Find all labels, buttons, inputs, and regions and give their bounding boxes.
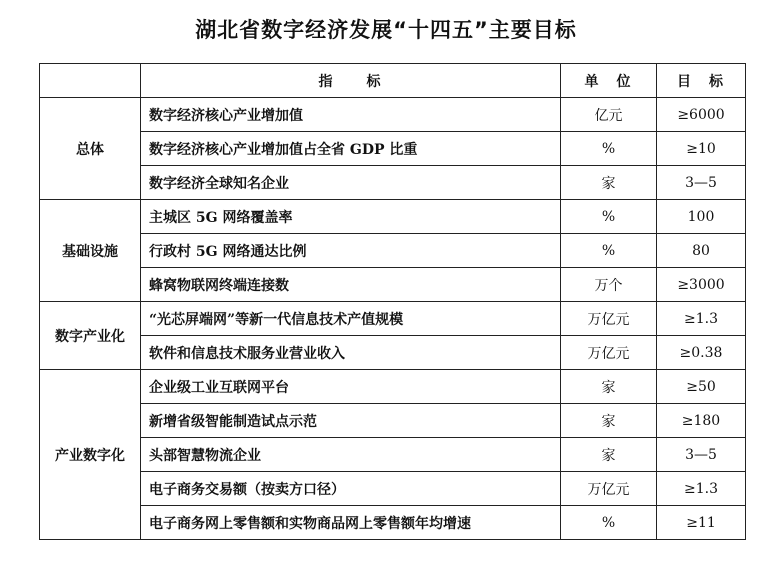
category-cell: 数字产业化 xyxy=(40,302,141,370)
category-cell: 产业数字化 xyxy=(40,370,141,540)
unit-cell: 万个 xyxy=(561,268,657,302)
indicator-cell: 电子商务网上零售额和实物商品网上零售额年均增速 xyxy=(141,506,561,540)
indicator-cell: 新增省级智能制造试点示范 xyxy=(141,404,561,438)
unit-cell: 万亿元 xyxy=(561,336,657,370)
indicator-cell: 头部智慧物流企业 xyxy=(141,438,561,472)
indicator-cell: 电子商务交易额（按卖方口径） xyxy=(141,472,561,506)
header-indicator: 指 标 xyxy=(141,64,561,98)
table-row xyxy=(40,234,746,268)
target-cell: ≥3000 xyxy=(657,268,746,302)
indicator-cell: 数字经济核心产业增加值占全省 GDP 比重 xyxy=(141,132,561,166)
header-target: 目 标 xyxy=(657,64,746,98)
indicator-cell: 主城区 5G 网络覆盖率 xyxy=(141,200,561,234)
table-row xyxy=(40,166,746,200)
unit-cell: % xyxy=(561,200,657,234)
indicator-cell: 数字经济核心产业增加值 xyxy=(141,98,561,132)
target-cell: ≥1.3 xyxy=(657,302,746,336)
indicator-cell: 数字经济全球知名企业 xyxy=(141,166,561,200)
table-row xyxy=(40,98,746,132)
target-cell: ≥180 xyxy=(657,404,746,438)
indicator-cell: 行政村 5G 网络通达比例 xyxy=(141,234,561,268)
unit-cell: 亿元 xyxy=(561,98,657,132)
unit-cell: 家 xyxy=(561,438,657,472)
indicator-cell: 蜂窝物联网终端连接数 xyxy=(141,268,561,302)
table-row xyxy=(40,132,746,166)
goals-table xyxy=(39,63,746,540)
table-row xyxy=(40,438,746,472)
target-cell: 3—5 xyxy=(657,438,746,472)
target-cell: 80 xyxy=(657,234,746,268)
unit-cell: % xyxy=(561,506,657,540)
unit-cell: % xyxy=(561,132,657,166)
table-row xyxy=(40,472,746,506)
page-title: 湖北省数字经济发展“十四五”主要目标 xyxy=(195,18,577,42)
indicator-cell: 企业级工业互联网平台 xyxy=(141,370,561,404)
target-cell: ≥1.3 xyxy=(657,472,746,506)
target-cell: ≥0.38 xyxy=(657,336,746,370)
target-cell: ≥50 xyxy=(657,370,746,404)
table-row xyxy=(40,302,746,336)
table-header-row xyxy=(40,64,746,98)
unit-cell: 家 xyxy=(561,370,657,404)
target-cell: ≥11 xyxy=(657,506,746,540)
target-cell: ≥6000 xyxy=(657,98,746,132)
table-row xyxy=(40,506,746,540)
unit-cell: 万亿元 xyxy=(561,472,657,506)
unit-cell: 家 xyxy=(561,404,657,438)
table-body xyxy=(40,98,746,540)
target-cell: 100 xyxy=(657,200,746,234)
header-unit: 单 位 xyxy=(561,64,657,98)
table-row xyxy=(40,404,746,438)
indicator-cell: “光芯屏端网”等新一代信息技术产值规模 xyxy=(141,302,561,336)
unit-cell: 家 xyxy=(561,166,657,200)
table-row xyxy=(40,370,746,404)
table-row xyxy=(40,336,746,370)
table-row xyxy=(40,200,746,234)
category-cell: 总体 xyxy=(40,98,141,200)
header-category xyxy=(40,64,141,98)
target-cell: 3—5 xyxy=(657,166,746,200)
category-cell: 基础设施 xyxy=(40,200,141,302)
unit-cell: 万亿元 xyxy=(561,302,657,336)
target-cell: ≥10 xyxy=(657,132,746,166)
unit-cell: % xyxy=(561,234,657,268)
indicator-cell: 软件和信息技术服务业营业收入 xyxy=(141,336,561,370)
table-row xyxy=(40,268,746,302)
